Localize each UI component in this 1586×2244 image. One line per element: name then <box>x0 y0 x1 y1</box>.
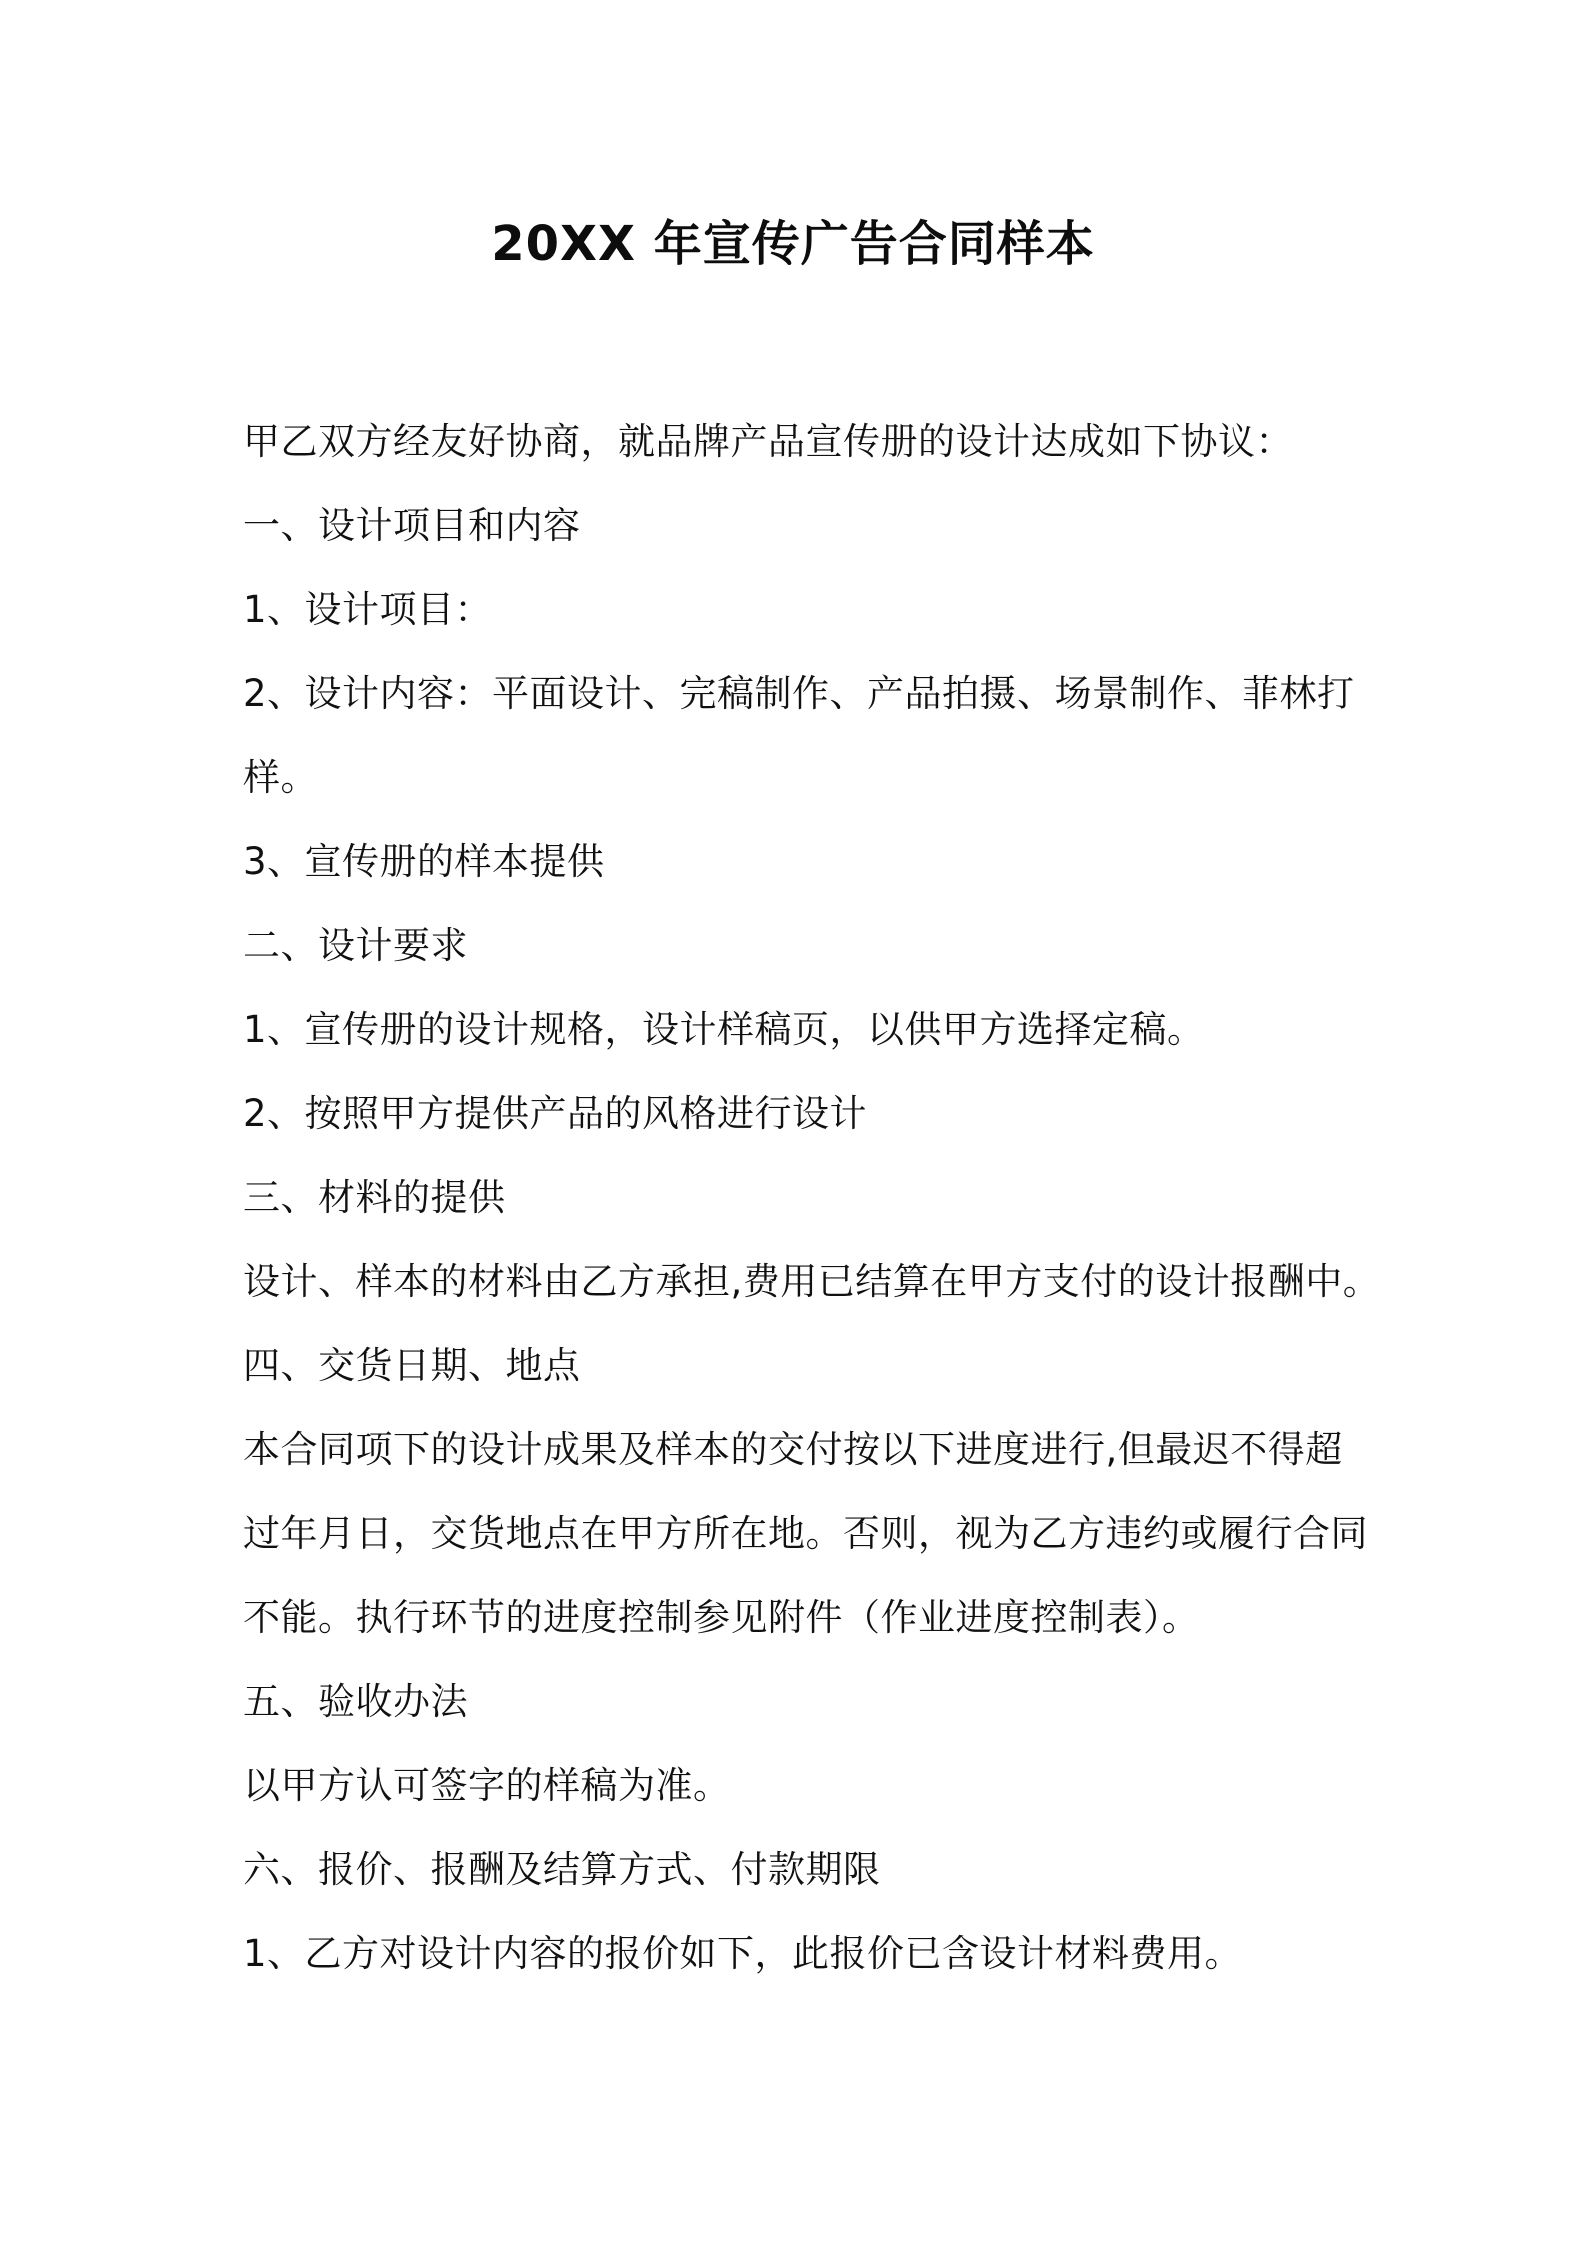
section-heading-3: 三、材料的提供 <box>243 1176 506 1219</box>
section-heading-6: 六、报价、报酬及结算方式、付款期限 <box>243 1848 881 1891</box>
intro-paragraph: 甲乙双方经友好协商，就品牌产品宣传册的设计达成如下协议： <box>243 420 1293 463</box>
section-5-paragraph: 以甲方认可签字的样稿为准。 <box>243 1764 731 1807</box>
section-1-item-1: 1、设计项目： <box>243 588 493 631</box>
section-4-paragraph-line-1: 本合同项下的设计成果及样本的交付按以下进度进行,但最迟不得超 <box>243 1428 1343 1471</box>
section-2-item-2: 2、按照甲方提供产品的风格进行设计 <box>243 1092 868 1135</box>
section-1-item-3: 3、宣传册的样本提供 <box>243 840 605 883</box>
section-heading-5: 五、验收办法 <box>243 1680 468 1723</box>
section-4-paragraph-line-2: 过年月日，交货地点在甲方所在地。否则，视为乙方违约或履行合同 <box>243 1512 1368 1555</box>
section-6-item-1: 1、乙方对设计内容的报价如下，此报价已含设计材料费用。 <box>243 1932 1243 1975</box>
section-heading-4: 四、交货日期、地点 <box>243 1344 581 1387</box>
section-heading-1: 一、设计项目和内容 <box>243 504 581 547</box>
section-2-item-1: 1、宣传册的设计规格，设计样稿页，以供甲方选择定稿。 <box>243 1008 1205 1051</box>
section-1-item-2-continued: 样。 <box>243 756 318 799</box>
section-4-paragraph-line-3: 不能。执行环节的进度控制参见附件（作业进度控制表）。 <box>243 1596 1200 1639</box>
section-1-item-2: 2、设计内容：平面设计、完稿制作、产品拍摄、场景制作、菲林打 <box>243 672 1355 715</box>
document-body <box>243 400 1381 1996</box>
section-heading-2: 二、设计要求 <box>243 924 468 967</box>
section-3-paragraph: 设计、样本的材料由乙方承担,费用已结算在甲方支付的设计报酬中。 <box>243 1260 1381 1303</box>
document-title: 20XX 年宣传广告合同样本 <box>491 216 1095 272</box>
